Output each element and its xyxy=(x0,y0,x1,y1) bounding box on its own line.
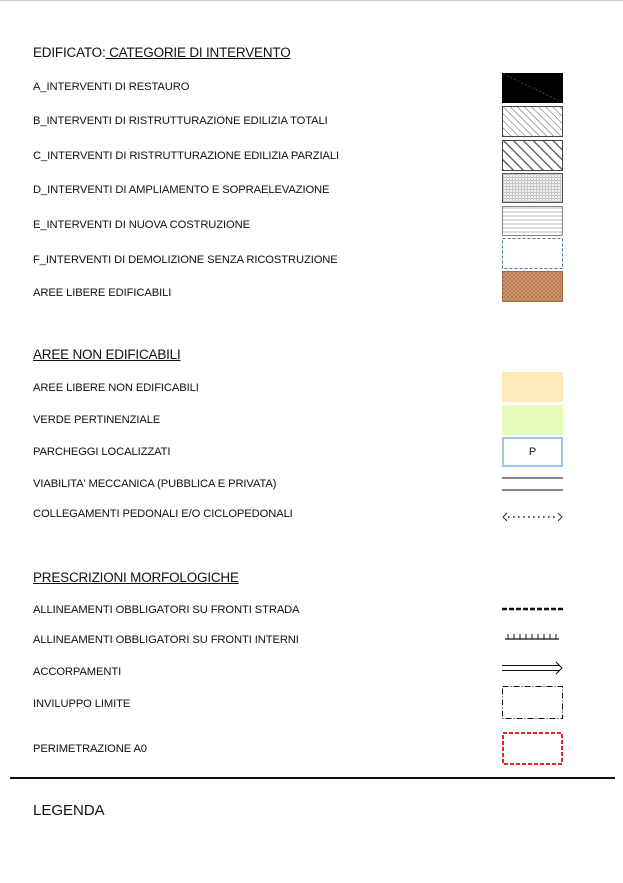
swatch-demolizione xyxy=(502,238,563,269)
symbol-inviluppo-limite xyxy=(502,686,563,719)
legend-item-viabilita: VIABILITA' MECCANICA (PUBBLICA E PRIVATA) xyxy=(33,478,277,490)
parking-symbol: P xyxy=(528,446,537,458)
swatch-ampliamento xyxy=(502,173,563,203)
symbol-viabilita xyxy=(502,476,563,492)
swatch-ristrutturazione-totali xyxy=(502,106,563,137)
divider-line xyxy=(10,777,615,779)
legend-label: LEGENDA xyxy=(33,802,105,819)
section-title-edificato xyxy=(33,45,291,60)
swatch-parcheggi xyxy=(502,437,563,467)
symbol-collegamenti-pedonali xyxy=(502,511,563,523)
legend-item-perimetrazione-a0: PERIMETRAZIONE A0 xyxy=(33,743,147,755)
symbol-accorpamenti xyxy=(502,661,563,677)
legend-item-verde-pertinenziale: VERDE PERTINENZIALE xyxy=(33,414,161,426)
section-title-prescrizioni xyxy=(33,570,239,585)
swatch-restauro xyxy=(502,73,563,103)
top-border xyxy=(0,0,623,1)
title-prefix: EDIFICATO: xyxy=(33,45,106,60)
legend-item-aree-libere-non-edificabili: AREE LIBERE NON EDIFICABILI xyxy=(33,382,199,394)
legend-item-allineamenti-strada: ALLINEAMENTI OBBLIGATORI SU FRONTI STRADA xyxy=(33,604,300,616)
swatch-ristrutturazione-parziali xyxy=(502,140,563,171)
swatch-verde-pertinenziale xyxy=(502,405,563,435)
swatch-aree-libere-edificabili xyxy=(502,271,563,302)
legend-item-restauro: A_INTERVENTI DI RESTAURO xyxy=(33,81,190,93)
legend-item-ampliamento: D_INTERVENTI DI AMPLIAMENTO E SOPRAELEVAZIONE xyxy=(33,184,330,196)
legend-item-parcheggi: PARCHEGGI LOCALIZZATI xyxy=(33,446,171,458)
swatch-nuova-costruzione xyxy=(502,206,563,236)
title-aree-text: AREE NON EDIFICABILI xyxy=(33,347,181,362)
symbol-allineamenti-strada xyxy=(502,604,563,614)
symbol-perimetrazione-a0 xyxy=(502,732,563,765)
legend-item-nuova-costruzione: E_INTERVENTI DI NUOVA COSTRUZIONE xyxy=(33,219,250,231)
legend-item-ristrutturazione-totali: B_INTERVENTI DI RISTRUTTURAZIONE EDILIZIA TOTALI xyxy=(33,115,328,127)
legend-item-ristrutturazione-parziali: C_INTERVENTI DI RISTRUTTURAZIONE EDILIZIA PARZIALI xyxy=(33,150,340,162)
title-prescrizioni-text: PRESCRIZIONI MORFOLOGICHE xyxy=(33,570,239,585)
legend-item-demolizione: F_INTERVENTI DI DEMOLIZIONE SENZA RICOSTRUZIONE xyxy=(33,254,338,266)
legend-item-accorpamenti: ACCORPAMENTI xyxy=(33,666,122,678)
legend-item-allineamenti-interni: ALLINEAMENTI OBBLIGATORI SU FRONTI INTERNI xyxy=(33,634,299,646)
legend-item-aree-libere-edificabili: AREE LIBERE EDIFICABILI xyxy=(33,287,172,299)
legend-item-inviluppo-limite: INVILUPPO LIMITE xyxy=(33,698,131,710)
symbol-allineamenti-interni xyxy=(502,628,563,642)
title-underlined: CATEGORIE DI INTERVENTO xyxy=(105,45,291,60)
legend-item-collegamenti-pedonali: COLLEGAMENTI PEDONALI E/O CICLOPEDONALI xyxy=(33,508,293,520)
section-title-aree xyxy=(33,347,181,362)
swatch-aree-libere-non-edificabili xyxy=(502,372,563,402)
